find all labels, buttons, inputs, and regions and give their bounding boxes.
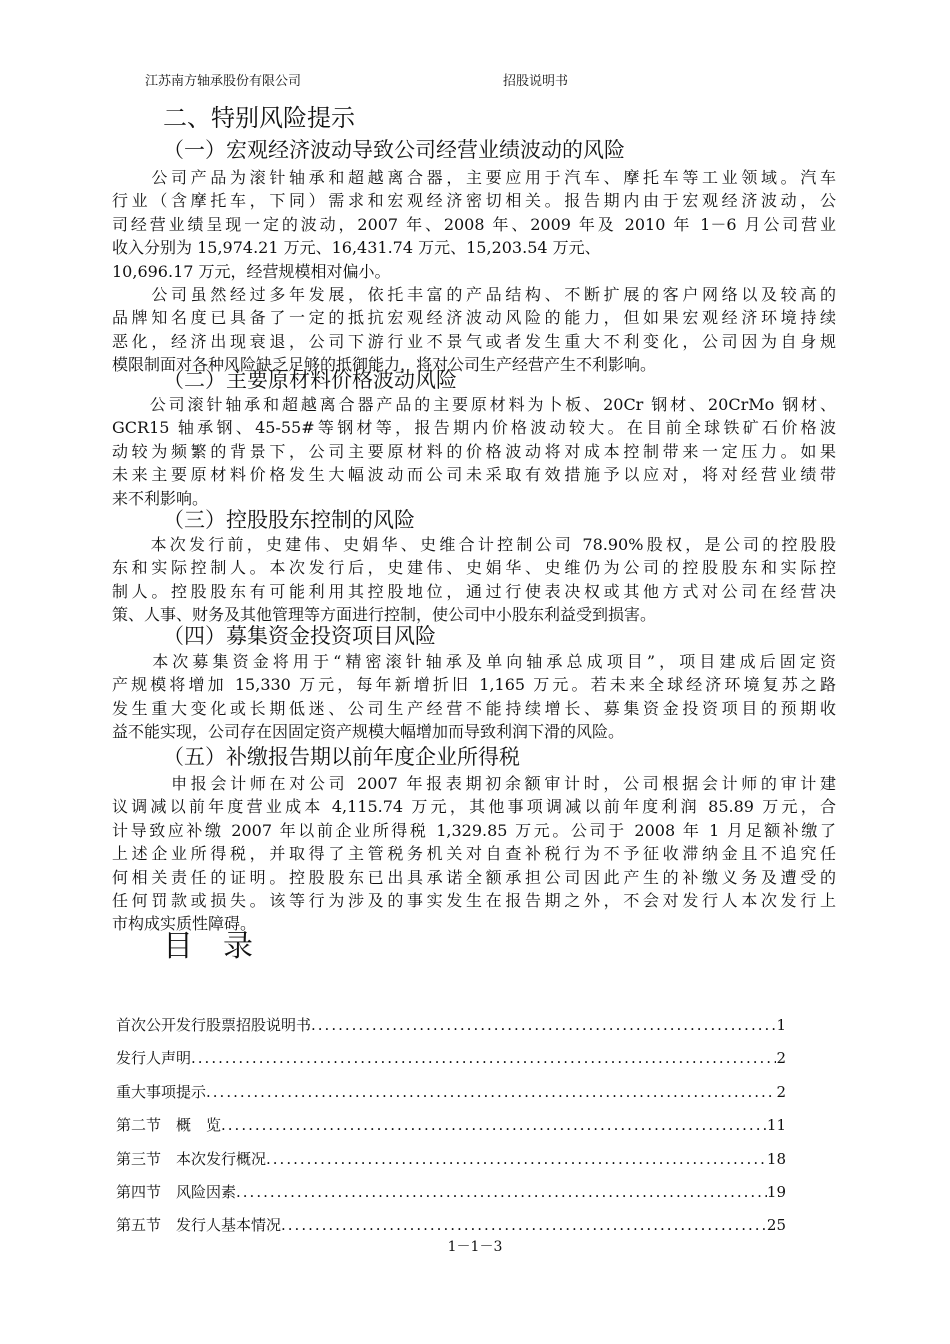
toc-leader-dots	[221, 1109, 767, 1142]
text-line: 收入分别为 15,974.21 万元、16,431.74 万元、15,203.54 万元、	[112, 238, 601, 258]
toc-leader-dots	[266, 1143, 767, 1176]
toc-item-page: 11	[766, 1116, 786, 1135]
toc-leader-dots	[206, 1076, 776, 1109]
text-line: 公司产品为滚针轴承和超越离合器，主要应用于汽车、摩托车等工业领域。汽车	[112, 168, 836, 187]
toc-title: 目 录	[163, 929, 253, 964]
risk-paragraph	[112, 166, 836, 283]
text-line: 行业（含摩托车，下同）需求和宏观经济密切相关。报告期内由于宏观经济波动，公	[112, 191, 836, 211]
text-line: 动较为频繁的背景下，公司主要原材料的价格波动将对成本控制带来一定压力。如果	[112, 441, 836, 461]
toc-item-page: 1	[776, 1016, 786, 1034]
text-line: 东和实际控制人。本次发行后，史建伟、史娟华、史维仍为公司的控股股东和实际控	[112, 558, 836, 578]
header-company: 江苏南方轴承股份有限公司	[145, 74, 302, 89]
text-line: 市构成实质性障碍。	[112, 914, 257, 934]
risk-heading: （一）宏观经济波动导致公司经营业绩波动的风险	[163, 138, 625, 162]
text-line: 品牌知名度已具备了一定的抵抗宏观经济波动风险的能力，但如果宏观经济环境持续	[112, 308, 836, 328]
toc-item-page: 18	[766, 1149, 786, 1168]
text-line: 发生重大变化或长期低迷、公司生产经营不能持续增长、募集资金投资项目的预期收	[112, 698, 836, 718]
risk-paragraph	[112, 393, 836, 510]
text-line: 任何罚款或损失。该等行为涉及的事实发生在报告期之外，不会对发行人本次发行上	[112, 890, 836, 910]
text-line: 来不利影响。	[112, 488, 209, 508]
risk-heading: （四）募集资金投资项目风险	[163, 624, 436, 648]
text-line: GCR15 轴承钢、45-55#等钢材等，报告期内价格波动较大。在目前全球铁矿石价格波	[112, 418, 836, 438]
toc-item-label: 第四节 风险因素	[116, 1182, 237, 1201]
text-line: 策、人事、财务及其他管理等方面进行控制，使公司中小股东利益受到损害。	[112, 605, 657, 625]
risk-heading: （三）控股股东控制的风险	[163, 508, 415, 532]
risk-paragraph	[112, 533, 836, 627]
toc-item[interactable]	[116, 1109, 786, 1142]
toc-item-label: 重大事项提示	[116, 1082, 207, 1101]
section-title: 二、特别风险提示	[163, 104, 355, 132]
toc-item-label: 首次公开发行股票招股说明书	[116, 1016, 312, 1034]
text-line: 司经营业绩呈现一定的波动，2007 年、2008 年、2009 年及 2010 年 1－6 月公司营业	[112, 214, 836, 234]
text-line: 申报会计师在对公司 2007 年报表期初余额审计时，公司根据会计师的审计建	[112, 774, 836, 793]
toc-item-page: 2	[776, 1049, 786, 1068]
text-line: 益不能实现，公司存在因固定资产规模大幅增加而导致利润下滑的风险。	[112, 722, 625, 742]
toc-item-page: 19	[766, 1182, 786, 1201]
toc-item-label: 发行人声明	[116, 1049, 192, 1068]
toc-leader-dots	[311, 1009, 776, 1042]
toc-leader-dots	[236, 1176, 767, 1209]
toc-item[interactable]	[116, 1042, 786, 1075]
toc-item[interactable]	[116, 1009, 786, 1042]
toc-item[interactable]	[116, 1076, 786, 1109]
text-line: 恶化，经济出现衰退，公司下游行业不景气或者发生重大不利变化，公司因为自身规	[112, 331, 836, 351]
table-of-contents	[116, 1009, 786, 1243]
text-line: 10,696.17 万元，经营规模相对偏小。	[112, 261, 391, 281]
text-line: 模限制面对各种风险缺乏足够的抵御能力，将对公司生产经营产生不利影响。	[112, 355, 657, 375]
text-line: 本次发行前，史建伟、史娟华、史维合计控制公司 78.90%股权，是公司的控股股	[112, 535, 836, 554]
toc-item-page: 2	[776, 1082, 786, 1101]
text-line: 议调减以前年度营业成本 4,115.74 万元，其他事项调减以前年度利润 85.89 万元，合	[112, 797, 836, 817]
text-line: 计导致应补缴 2007 年以前企业所得税 1,329.85 万元。公司于 2008 年 1 月足额补缴了	[112, 820, 836, 840]
toc-item-label: 第二节 概 览	[116, 1116, 222, 1135]
text-line: 未来主要原材料价格发生大幅波动而公司未采取有效措施予以应对，将对经营业绩带	[112, 465, 836, 485]
toc-item[interactable]	[116, 1143, 786, 1176]
toc-item-label: 第三节 本次发行概况	[116, 1149, 267, 1168]
text-line: 公司虽然经过多年发展，依托丰富的产品结构、不断扩展的客户网络以及较高的	[112, 285, 836, 304]
toc-leader-dots	[191, 1042, 776, 1075]
risk-paragraph	[112, 650, 836, 744]
page-number: 1－1－3	[447, 1239, 503, 1255]
risk-heading: （五）补缴报告期以前年度企业所得税	[163, 745, 520, 769]
toc-item[interactable]	[116, 1176, 786, 1209]
text-line: 产规模将增加 15,330 万元，每年新增折旧 1,165 万元。若未来全球经济环境复苏之路	[112, 675, 836, 695]
text-line: 本次募集资金将用于“精密滚针轴承及单向轴承总成项目”，项目建成后固定资	[112, 652, 836, 671]
header-doc-title: 招股说明书	[503, 74, 569, 89]
text-line: 上述企业所得税，并取得了主管税务机关对自查补税行为不予征收滞纳金且不追究任	[112, 844, 836, 864]
risk-paragraph	[112, 772, 836, 936]
toc-item-page: 25	[766, 1216, 786, 1235]
risk-paragraph	[112, 283, 836, 377]
text-line: 公司滚针轴承和超越离合器产品的主要原材料为卜板、20Cr 钢材、20CrMo 钢材、	[112, 395, 836, 414]
text-line: 制人。控股股东有可能利用其控股地位，通过行使表决权或其他方式对公司在经营决	[112, 581, 836, 601]
text-line: 何相关责任的证明。控股股东已出具承诺全额承担公司因此产生的补缴义务及遭受的	[112, 867, 836, 887]
risk-heading: （二）主要原材料价格波动风险	[163, 368, 457, 392]
toc-item-label: 第五节 发行人基本情况	[116, 1216, 282, 1235]
